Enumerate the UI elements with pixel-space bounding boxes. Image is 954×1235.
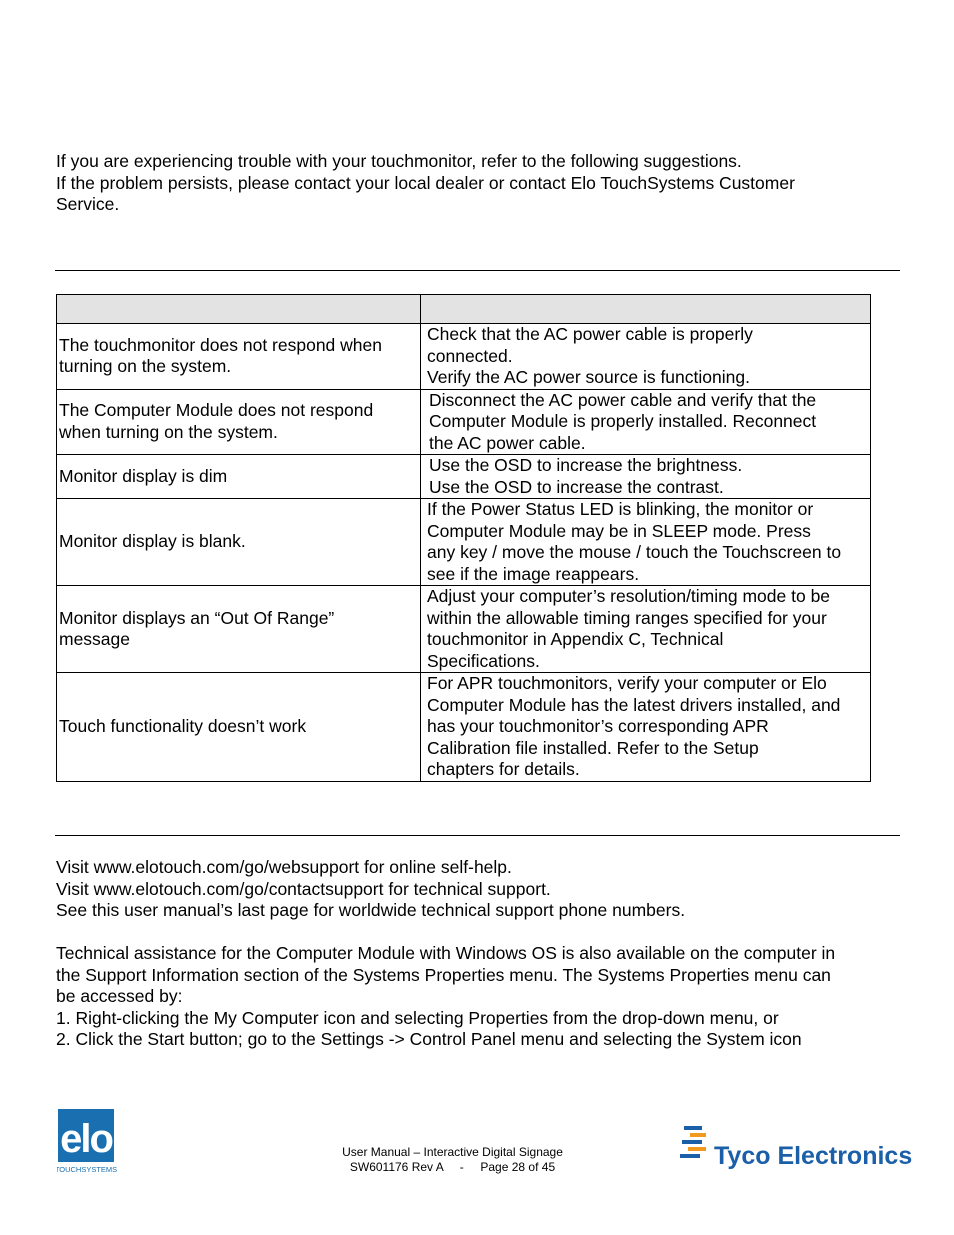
solution-line: within the allowable timing ranges specified for your bbox=[427, 607, 827, 628]
table-row bbox=[57, 586, 871, 673]
solution-cell bbox=[421, 455, 871, 499]
solution-line: Adjust your computer’s resolution/timing mode to be bbox=[427, 586, 831, 606]
solution-line: For APR touchmonitors, verify your computer or Elo bbox=[427, 673, 827, 693]
intro-line: Service. bbox=[56, 194, 120, 214]
solution-line: Computer Module has the latest drivers installed, and bbox=[427, 694, 841, 715]
solution-line: the AC power cable. bbox=[429, 432, 586, 453]
solution-line: Computer Module may be in SLEEP mode. Press bbox=[427, 520, 811, 541]
solution-line: Use the OSD to increase the contrast. bbox=[429, 476, 724, 497]
problem-line: Monitor display is dim bbox=[59, 465, 228, 486]
support-line: 2. Click the Start button; go to the Settings -> Control Panel menu and selecting the System icon bbox=[56, 1029, 802, 1049]
footer-page-info: SW601176 Rev A - Page 28 of 45 bbox=[349, 1160, 556, 1174]
solution-line: Disconnect the AC power cable and verify that the bbox=[429, 389, 817, 410]
section-divider bbox=[55, 835, 900, 836]
support-line: the Support Information section of the Systems Properties menu. The Systems Properties menu can bbox=[56, 964, 831, 985]
problem-line: message bbox=[59, 629, 131, 649]
intro-line: If you are experiencing trouble with your touchmonitor, refer to the following suggestions. bbox=[56, 151, 742, 171]
solution-line: touchmonitor in Appendix C, Technical bbox=[427, 629, 724, 649]
solution-cell bbox=[421, 389, 871, 455]
problem-line: Touch functionality doesn’t work bbox=[59, 716, 307, 736]
solution-line: see if the image reappears. bbox=[427, 563, 640, 584]
solution-line: Calibration file installed. Refer to the Setup bbox=[427, 737, 759, 758]
problem-cell bbox=[57, 324, 421, 390]
support-line: 1. Right-clicking the My Computer icon and selecting Properties from the drop-down menu, or bbox=[56, 1007, 779, 1028]
problem-line: Monitor display is blank. bbox=[59, 531, 246, 552]
elo-touchsystems-logo bbox=[57, 1108, 117, 1174]
solution-cell bbox=[421, 673, 871, 782]
tyco-electronics-logo bbox=[680, 1120, 920, 1172]
support-line: See this user manual’s last page for worldwide technical support phone numbers. bbox=[56, 900, 686, 920]
problem-cell bbox=[57, 673, 421, 782]
technical-support-text bbox=[56, 857, 916, 1051]
elo-logo-text: elo bbox=[60, 1117, 112, 1161]
solution-line: connected. bbox=[427, 345, 513, 366]
troubleshooting-table bbox=[56, 294, 871, 782]
solution-cell bbox=[421, 586, 871, 673]
table-row bbox=[57, 324, 871, 390]
problem-line: The touchmonitor does not respond when bbox=[59, 334, 382, 355]
footer-title: User Manual – Interactive Digital Signage bbox=[342, 1145, 563, 1159]
intro-text bbox=[56, 151, 916, 216]
table-row bbox=[57, 389, 871, 455]
support-line: Technical assistance for the Computer Module with Windows OS is also available on the computer in bbox=[56, 943, 836, 963]
solution-line: chapters for details. bbox=[427, 759, 580, 779]
problem-line: The Computer Module does not respond bbox=[59, 400, 374, 421]
problem-cell bbox=[57, 455, 421, 499]
solution-line: Specifications. bbox=[427, 650, 540, 671]
solution-cell bbox=[421, 499, 871, 586]
elo-logo-subtext: TOUCHSYSTEMS bbox=[57, 1165, 117, 1174]
page-footer bbox=[300, 1145, 605, 1175]
solution-line: Computer Module is properly installed. Reconnect bbox=[429, 411, 817, 431]
table-header-row bbox=[57, 295, 871, 324]
problem-line: when turning on the system. bbox=[59, 421, 278, 442]
solution-line: any key / move the mouse / touch the Touchscreen to bbox=[427, 542, 842, 562]
table-row bbox=[57, 455, 871, 499]
solution-cell bbox=[421, 324, 871, 390]
solution-line: has your touchmonitor’s corresponding APR bbox=[427, 716, 769, 736]
table-row bbox=[57, 673, 871, 782]
tyco-mark-icon bbox=[680, 1126, 706, 1158]
header-cell-problem bbox=[57, 295, 421, 324]
support-line: Visit www.elotouch.com/go/contactsupport for technical support. bbox=[56, 878, 551, 899]
support-line: Visit www.elotouch.com/go/websupport for online self-help. bbox=[56, 857, 512, 877]
solution-line: Use the OSD to increase the brightness. bbox=[429, 455, 743, 475]
solution-line: If the Power Status LED is blinking, the monitor or bbox=[427, 499, 814, 519]
tyco-logo-text: Tyco Electronics bbox=[714, 1142, 913, 1170]
section-divider bbox=[55, 270, 900, 271]
problem-cell bbox=[57, 389, 421, 455]
problem-line: Monitor displays an “Out Of Range” bbox=[59, 607, 335, 628]
solution-line: Check that the AC power cable is properly bbox=[427, 324, 753, 344]
problem-line: turning on the system. bbox=[59, 356, 232, 377]
header-cell-solution bbox=[421, 295, 871, 324]
problem-cell bbox=[57, 499, 421, 586]
problem-cell bbox=[57, 586, 421, 673]
intro-line: If the problem persists, please contact your local dealer or contact Elo TouchSystems Customer bbox=[56, 172, 795, 193]
solution-line: Verify the AC power source is functioning. bbox=[427, 367, 750, 387]
support-line: be accessed by: bbox=[56, 986, 183, 1006]
table-row bbox=[57, 499, 871, 586]
